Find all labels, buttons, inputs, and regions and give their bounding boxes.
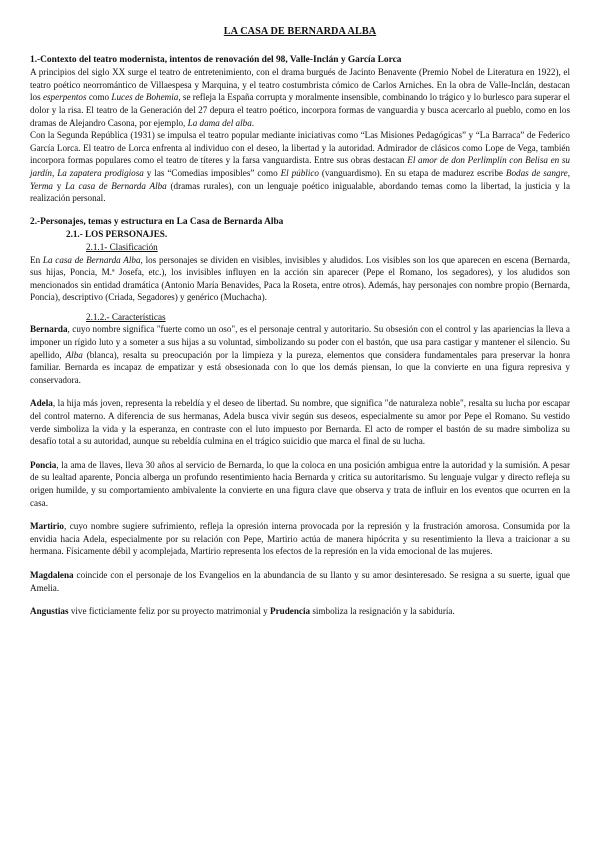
character-name: Poncia — [30, 459, 57, 470]
text-run: vive ficticiamente feliz por su proyecto matrimonial y — [68, 606, 270, 617]
italic-run: El público — [280, 167, 319, 178]
italic-run: La zapatera prodigiosa — [57, 167, 144, 178]
text-run: (vanguardismo). En su etapa de madurez escribe — [319, 167, 506, 178]
italic-run: La casa de Bernarda Alba — [65, 180, 167, 191]
character-name: Prudencia — [270, 606, 311, 617]
bernarda-paragraph — [30, 323, 570, 386]
document-title: LA CASA DE BERNARDA ALBA — [223, 26, 377, 37]
italic-run: Yerma — [30, 180, 53, 191]
character-name: Angustias — [30, 606, 69, 617]
adela-paragraph — [30, 397, 570, 447]
subsection-clasificacion: 2.1.1- Clasificación — [86, 241, 158, 252]
text-run: , cuyo nombre significa "fuerte como un oso", es el personaje central y autoritario. Su obsesión con el control y las apariencias la lleva a imponer un rígido luto y a someter a sus hijas a su voluntad, simbolizando su poder con el bastón, que usa para castigar y mantener el silencio. Su apellido, — [30, 324, 570, 360]
italic-run: esperpentos — [42, 92, 87, 103]
text-run: , la hija más joven, representa la rebeldía y el deseo de libertad. Su nombre, que significa "de naturaleza noble", resalta su lucha por escapar del control materno. A diferencia de sus hermanas, Adela busca vivir según sus deseos, especialmente su amor por Pepe el Romano. Su vestido verde simboliza la vida y la esperanza, en contraste con el luto impuesto por Bernarda. El acto de romper el bastón de su madre simboliza su desafío total a su autoridad, aunque su rebeldía culmina en el trágico suicidio que marca el final de su lucha. — [30, 398, 570, 447]
text-run: , — [567, 167, 570, 178]
text-run: . — [251, 117, 255, 128]
poncia-paragraph — [30, 459, 570, 509]
text-run: coincide con el personaje de los Evangelios en la abundancia de su llanto y su amor desinteresado. Se resigna a su suerte, igual que Amelia. — [30, 569, 570, 593]
italic-run: Alba — [65, 349, 83, 360]
text-run: (dramas rurales), con un lenguaje poético inigualable, abordando temas como la libertad, la justicia y la realización personal. — [30, 180, 570, 204]
text-run: como — [86, 92, 112, 103]
section1-paragraph-1 — [30, 66, 570, 129]
italic-run: Luces de Bohemia — [111, 92, 179, 103]
italic-run: La dama del alba — [187, 117, 252, 128]
text-run: Con la Segunda República (1931) se impulsa el teatro popular mediante iniciativas como “Las Misiones Pedagógicas” y “La Barraca” de Federico García Lorca. El teatro de Lorca enfrenta al individuo con el deseo, la libertad y la autoridad. Admirador de clásicos como Lope de Vega, también incorpora formas populares como el teatro de títeres y la farsa vanguardista. Entre sus obras destacan — [30, 130, 570, 166]
section1-heading: 1.-Contexto del teatro modernista, intentos de renovación del 98, Valle-Inclán y García Lorca — [30, 54, 402, 65]
italic-run: La casa de Bernarda Alba — [42, 254, 141, 265]
character-name: Martirio — [30, 521, 64, 532]
text-run: A principios del siglo XX surge el teatro de entretenimiento, con el drama burgués de Jacinto Benavente (Premio Nobel de Literatura en 1922), el teatro poético neorromántico de Villaespesa y Marquina, y el teatro costumbrista cómico de Carlos Arniches. En la obra de Valle-Inclán, destacan los — [30, 67, 570, 103]
clasificacion-paragraph — [30, 254, 570, 304]
character-name: Magdalena — [30, 569, 74, 580]
text-run: simboliza la resignación y la sabiduría. — [310, 606, 455, 617]
section2-heading: 2.-Personajes, temas y estructura en La Casa de Bernarda Alba — [30, 216, 284, 227]
magdalena-paragraph — [30, 569, 570, 594]
subsection-personajes: 2.1.- LOS PERSONAJES. — [66, 229, 168, 240]
italic-run: El amor de don Perlimplín con Belisa en su jardín — [30, 155, 570, 178]
character-name: Adela — [30, 398, 53, 409]
text-run: , se refleja la España corrupta y moralmente insensible, combinando lo trágico y lo burlesco para superar el dolor y la risa. El teatro de la Generación del 27 depura el teatro poético, incorpora formas de vanguardia y busca acercarlo al pueblo, como en los dramas de Alejandro Casona, por ejemplo, — [30, 92, 570, 128]
italic-run: Bodas de sangre — [505, 167, 568, 178]
text-run: En — [30, 254, 43, 265]
angustias-paragraph — [30, 605, 570, 618]
text-run: , — [51, 167, 58, 178]
character-name: Bernarda — [30, 324, 68, 335]
text-run: (blanca), resalta su preocupación por la limpieza y la pureza, elementos que considera fundamentales para preservar la honra familiar. Bernarda es incapaz de empatizar y está obsesionada con lo que los demás piensan, lo que la convierte en una figura represiva y conservadora. — [30, 349, 570, 385]
text-run: y — [53, 180, 66, 191]
martirio-paragraph — [30, 520, 570, 558]
text-run: , cuyo nombre sugiere sufrimiento, refleja la opresión interna provocada por la represión y la frustración amorosa. Consumida por la envidia hacia Adela, especialmente por su relación con Pepe, Martirio actúa de manera hipócrita y su resentimiento la lleva a traicionar a su hermana. Físicamente débil y acomplejada, Martirio representa los efectos de la represión en la vida emocional de las mujeres. — [30, 521, 570, 557]
subsection-caracteristicas: 2.1.2.- Características — [86, 311, 166, 322]
section1-paragraph-2 — [30, 129, 570, 205]
text-run: y las “Comedias imposibles” como — [143, 167, 281, 178]
text-run: , la ama de llaves, lleva 30 años al servicio de Bernarda, lo que la coloca en una posición ambigua entre la autoridad y la sumisión. A pesar de su lealtad aparente, Poncia alberga un profundo resentimiento hacia Bernarda y critica su autoritarismo. Su lenguaje vulgar y directo refleja su origen humilde, y su comportamiento ambivalente la convierte en una figura clave que observa y trata de influir en los eventos que ocurren en la casa. — [30, 459, 570, 508]
text-run: , los personajes se dividen en visibles, invisibles y aludidos. Los visibles son los que aparecen en escena (Bernarda, sus hijas, Poncia, M.ª Josefa, etc.), los invisibles influyen en la acción sin aparecer (Pepe el Romano, los segadores), y los aludidos son mencionados sin entidad dramática (Antonio María Benavides, Paca la Roseta, entre otros). Además, hay personajes con nombre propio (Bernarda, Poncia), descriptivo (Criada, Segadores) y genérico (Muchacha). — [30, 254, 571, 303]
